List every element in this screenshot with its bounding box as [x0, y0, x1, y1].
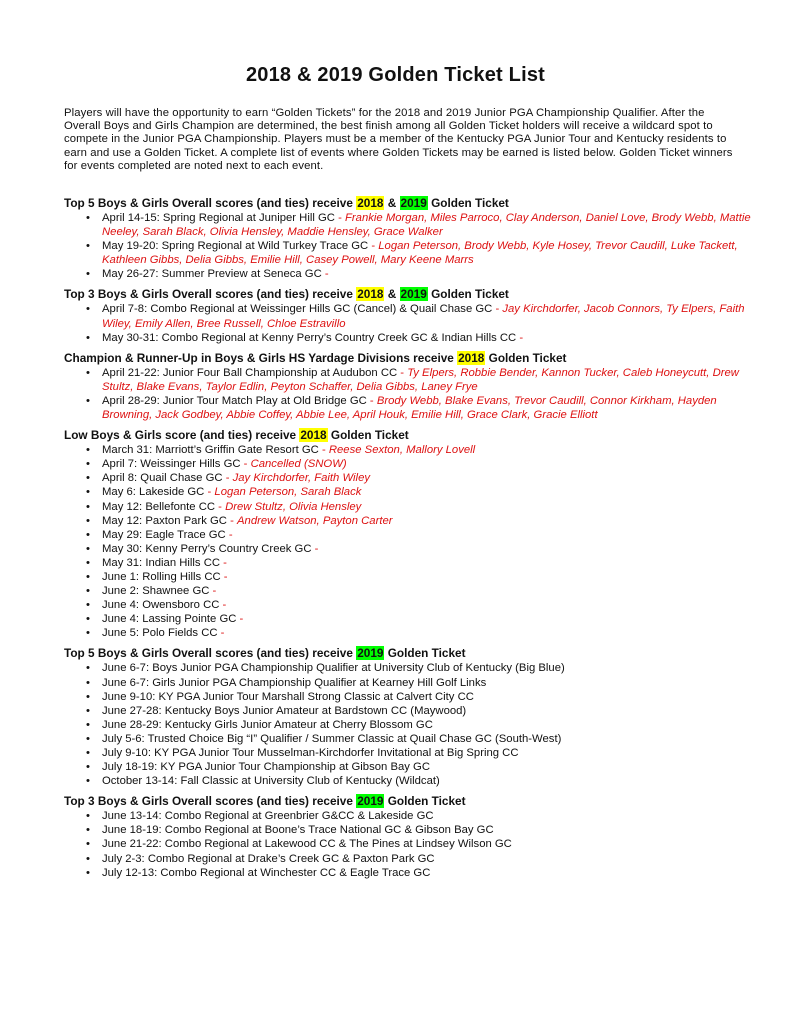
section	[64, 646, 754, 788]
list-item	[64, 570, 754, 584]
year-2019-highlight: 2019	[400, 196, 427, 210]
list-item	[64, 500, 754, 514]
section-heading	[64, 287, 754, 302]
section-heading	[64, 646, 754, 661]
event-name: June 6-7: Girls Junior PGA Championship Qualifier at Kearney Hill Golf Links	[102, 676, 487, 689]
list-item	[64, 239, 754, 267]
bullet-icon: •	[86, 852, 90, 865]
list-item	[64, 612, 754, 626]
separator-dash: -	[516, 331, 524, 344]
list-item	[64, 809, 754, 823]
heading-text: Low Boys & Girls score (and ties) receive	[64, 428, 300, 443]
heading-text: Top 5 Boys & Girls Overall scores (and ties) receive	[64, 646, 357, 661]
winners-text: Cancelled (SNOW)	[250, 458, 347, 471]
separator-dash: -	[209, 585, 217, 598]
event-name: June 5: Polo Fields CC	[102, 627, 218, 640]
heading-text: Golden Ticket	[384, 646, 466, 661]
bullet-icon: •	[86, 556, 90, 569]
section-heading	[64, 428, 754, 443]
event-list	[64, 302, 754, 344]
event-name: May 19-20: Spring Regional at Wild Turkey Trace GC	[102, 240, 369, 253]
separator-dash: -	[397, 366, 408, 379]
list-item	[64, 718, 754, 732]
event-list	[64, 443, 754, 640]
bullet-icon: •	[86, 761, 90, 774]
separator-dash: -	[215, 500, 226, 513]
list-item	[64, 704, 754, 718]
heading-text: &	[384, 287, 400, 302]
separator-dash: -	[492, 303, 503, 316]
list-item	[64, 485, 754, 499]
bullet-icon: •	[86, 613, 90, 626]
section	[64, 794, 754, 879]
event-sections	[64, 196, 754, 886]
event-list	[64, 809, 754, 879]
list-item	[64, 760, 754, 774]
heading-text: Golden Ticket	[384, 794, 466, 809]
bullet-icon: •	[86, 718, 90, 731]
event-list	[64, 211, 754, 281]
event-name: July 12-13: Combo Regional at Winchester CC & Eagle Trace GC	[102, 866, 431, 879]
event-name: June 9-10: KY PGA Junior Tour Marshall Strong Classic at Calvert City CC	[102, 690, 474, 703]
bullet-icon: •	[86, 775, 90, 788]
section	[64, 196, 754, 281]
event-name: May 12: Bellefonte CC	[102, 500, 216, 513]
winners-text: Andrew Watson, Payton Carter	[237, 514, 393, 527]
list-item	[64, 852, 754, 866]
section-heading	[64, 351, 754, 366]
event-name: June 28-29: Kentucky Girls Junior Amateur at Cherry Blossom GC	[102, 718, 433, 731]
bullet-icon: •	[86, 212, 90, 224]
event-name: April 7: Weissinger Hills GC	[102, 458, 241, 471]
list-item	[64, 514, 754, 528]
winners-text: Frankie Morgan, Miles Parroco, Clay Anderson, Daniel Love, Brody Webb, Mattie Neeley, Sarah Black, Olivia Hensley, Maddie Hensley, Grace Walker	[102, 212, 751, 239]
bullet-icon: •	[86, 866, 90, 879]
winners-text: Logan Peterson, Sarah Black	[214, 486, 362, 499]
list-item	[64, 394, 754, 422]
section-heading	[64, 196, 754, 211]
event-name: April 8: Quail Chase GC	[102, 472, 223, 485]
section-heading	[64, 794, 754, 809]
separator-dash: -	[220, 570, 228, 583]
list-item	[64, 471, 754, 485]
event-name: June 4: Owensboro CC	[102, 599, 220, 612]
list-item	[64, 866, 754, 880]
event-name: July 18-19: KY PGA Junior Tour Championship at Gibson Bay GC	[102, 761, 430, 774]
list-item	[64, 676, 754, 690]
event-name: April 28-29: Junior Tour Match Play at Old Bridge GC	[102, 394, 367, 407]
event-name: June 4: Lassing Pointe GC	[102, 613, 237, 626]
event-name: July 5-6: Trusted Choice Big “I” Qualifier / Summer Classic at Quail Chase GC (South-West)	[102, 732, 562, 745]
event-name: October 13-14: Fall Classic at University Club of Kentucky (Wildcat)	[102, 775, 440, 788]
list-item	[64, 443, 754, 457]
winners-text: Logan Peterson, Brody Webb, Kyle Hosey, Trevor Caudill, Luke Tackett, Kathleen Gibbs, Delia Gibbs, Emilie Hill, Casey Powell, Mary Keene Marrs	[102, 240, 738, 267]
bullet-icon: •	[86, 366, 90, 379]
event-name: May 26-27: Summer Preview at Seneca GC	[102, 268, 322, 281]
event-name: May 30: Kenny Perry’s Country Creek GC	[102, 542, 312, 555]
bullet-icon: •	[86, 542, 90, 555]
heading-text: Golden Ticket	[327, 428, 409, 443]
separator-dash: -	[204, 486, 215, 499]
winners-text: Reese Sexton, Mallory Lovell	[328, 444, 476, 457]
heading-text: Top 5 Boys & Girls Overall scores (and ties) receive	[64, 196, 357, 210]
bullet-icon: •	[86, 500, 90, 513]
list-item	[64, 528, 754, 542]
year-2019-highlight: 2019	[357, 794, 384, 809]
year-2018-highlight: 2018	[300, 428, 327, 443]
section	[64, 428, 754, 640]
bullet-icon: •	[86, 690, 90, 703]
bullet-icon: •	[86, 394, 90, 407]
event-name: July 2-3: Combo Regional at Drake’s Creek GC & Paxton Park GC	[102, 852, 435, 865]
bullet-icon: •	[86, 627, 90, 640]
separator-dash: -	[311, 542, 319, 555]
bullet-icon: •	[86, 486, 90, 499]
separator-dash: -	[240, 458, 251, 471]
bullet-icon: •	[86, 704, 90, 717]
list-item	[64, 556, 754, 570]
bullet-icon: •	[86, 331, 90, 344]
bullet-icon: •	[86, 599, 90, 612]
event-name: June 1: Rolling Hills CC	[102, 570, 221, 583]
event-name: April 14-15: Spring Regional at Juniper Hill GC	[102, 212, 335, 224]
separator-dash: -	[236, 613, 244, 626]
bullet-icon: •	[86, 240, 90, 253]
bullet-icon: •	[86, 303, 90, 316]
list-item	[64, 690, 754, 704]
event-name: May 31: Indian Hills CC	[102, 556, 221, 569]
winners-text: Ty Elpers, Robbie Bender, Kannon Tucker, Caleb Honeycutt, Drew Stultz, Blake Evans, Taylor Edlin, Peyton Schaffer, Delia Gibbs, Laney Frye	[102, 366, 739, 393]
winners-text: Brody Webb, Blake Evans, Trevor Caudill, Connor Kirkham, Hayden Browning, Jack Godbey, Abbie Coffey, Abbie Lee, April Houk, Emilie Hill, Grace Clark, Gracie Elliott	[102, 394, 717, 422]
year-2018-highlight: 2018	[458, 350, 485, 365]
list-item	[64, 302, 754, 330]
intro-paragraph: Players will have the opportunity to earn “Golden Tickets” for the 2018 and 2019 Junior PGA Championship Qualifier. After the Overall Boys and Girls Champion are determined, the best finish among all Golden Ticket holders will receive a wildcard spot to compete in the Junior PGA Championship. Players must be a member of the Kentucky PGA Junior Tour and Kentucky residents to earn and use a Golden Ticket. A complete list of events where Golden Tickets may be earned is listed below. Golden Ticket winners for events completed are noted next to each event.	[64, 107, 733, 172]
bullet-icon: •	[86, 570, 90, 583]
separator-dash: -	[219, 599, 227, 612]
heading-text: Golden Ticket	[485, 350, 567, 365]
list-item	[64, 823, 754, 837]
event-name: June 2: Shawnee GC	[102, 585, 210, 598]
list-item	[64, 661, 754, 675]
bullet-icon: •	[86, 472, 90, 485]
bullet-icon: •	[86, 676, 90, 689]
list-item	[64, 331, 754, 345]
bullet-icon: •	[86, 585, 90, 598]
separator-dash: -	[220, 556, 227, 569]
heading-text: Golden Ticket	[427, 196, 509, 210]
event-list	[64, 366, 754, 422]
winners-text: Jay Kirchdorfer, Faith Wiley	[232, 472, 370, 485]
bullet-icon: •	[86, 732, 90, 745]
separator-dash: -	[334, 212, 346, 224]
bullet-icon: •	[86, 747, 90, 759]
list-item	[64, 837, 754, 851]
separator-dash: -	[222, 472, 233, 485]
separator-dash: -	[321, 268, 329, 281]
heading-text: Top 3 Boys & Girls Overall scores (and ties) receive	[64, 287, 357, 302]
event-name: June 18-19: Combo Regional at Boone’s Trace National GC & Gibson Bay GC	[102, 824, 494, 837]
year-2019-highlight: 2019	[357, 646, 384, 661]
event-name: June 6-7: Boys Junior PGA Championship Qualifier at University Club of Kentucky (Big Blue)	[102, 662, 565, 675]
page-title: 2018 & 2019 Golden Ticket List	[245, 64, 546, 86]
event-name: July 9-10: KY PGA Junior Tour Musselman-Kirchdorfer Invitational at Big Spring CC	[102, 747, 519, 759]
separator-dash: -	[318, 444, 329, 457]
separator-dash: -	[366, 394, 377, 407]
event-name: June 27-28: Kentucky Boys Junior Amateur at Bardstown CC (Maywood)	[102, 704, 467, 717]
list-item	[64, 598, 754, 612]
heading-text: Champion & Runner-Up in Boys & Girls HS Yardage Divisions receive	[64, 350, 458, 365]
separator-dash: -	[217, 627, 225, 640]
list-item	[64, 746, 754, 760]
year-2018-highlight: 2018	[357, 196, 384, 210]
bullet-icon: •	[86, 662, 90, 675]
list-item	[64, 211, 754, 239]
winners-text: Drew Stultz, Olivia Hensley	[225, 500, 362, 513]
event-name: April 21-22: Junior Four Ball Championship at Audubon CC	[102, 366, 398, 379]
event-name: May 6: Lakeside GC	[102, 486, 205, 499]
event-list	[64, 661, 754, 788]
event-name: May 12: Paxton Park GC	[102, 514, 227, 527]
list-item	[64, 267, 754, 281]
bullet-icon: •	[86, 458, 90, 471]
bullet-icon: •	[86, 528, 90, 541]
year-2018-highlight: 2018	[357, 287, 384, 302]
bullet-icon: •	[86, 444, 90, 457]
separator-dash: -	[225, 528, 233, 541]
year-2019-highlight: 2019	[400, 287, 427, 302]
bullet-icon: •	[86, 514, 90, 527]
list-item	[64, 584, 754, 598]
list-item	[64, 732, 754, 746]
event-name: June 21-22: Combo Regional at Lakewood CC & The Pines at Lindsey Wilson GC	[102, 838, 512, 851]
bullet-icon: •	[86, 838, 90, 851]
list-item	[64, 626, 754, 640]
event-name: May 29: Eagle Trace GC	[102, 528, 226, 541]
bullet-icon: •	[86, 268, 90, 281]
list-item	[64, 457, 754, 471]
bullet-icon: •	[86, 824, 90, 837]
list-item	[64, 366, 754, 394]
heading-text: Golden Ticket	[427, 287, 509, 302]
separator-dash: -	[226, 514, 237, 527]
heading-text: Top 3 Boys & Girls Overall scores (and ties) receive	[64, 794, 357, 809]
section	[64, 351, 754, 422]
separator-dash: -	[368, 240, 379, 253]
heading-text: &	[384, 196, 400, 210]
event-name: April 7-8: Combo Regional at Weissinger Hills GC (Cancel) & Quail Chase GC	[102, 303, 493, 316]
list-item	[64, 542, 754, 556]
winners-text: Jay Kirchdorfer, Jacob Connors, Ty Elpers, Faith Wiley, Emily Allen, Bree Russell, Chloe Estravillo	[102, 303, 745, 330]
list-item	[64, 774, 754, 788]
event-name: May 30-31: Combo Regional at Kenny Perry’s Country Creek GC & Indian Hills CC	[102, 331, 517, 344]
event-name: June 13-14: Combo Regional at Greenbrier G&CC & Lakeside GC	[102, 810, 434, 823]
section	[64, 287, 754, 344]
bullet-icon: •	[86, 810, 90, 823]
event-name: March 31: Marriott’s Griffin Gate Resort GC	[102, 444, 319, 457]
